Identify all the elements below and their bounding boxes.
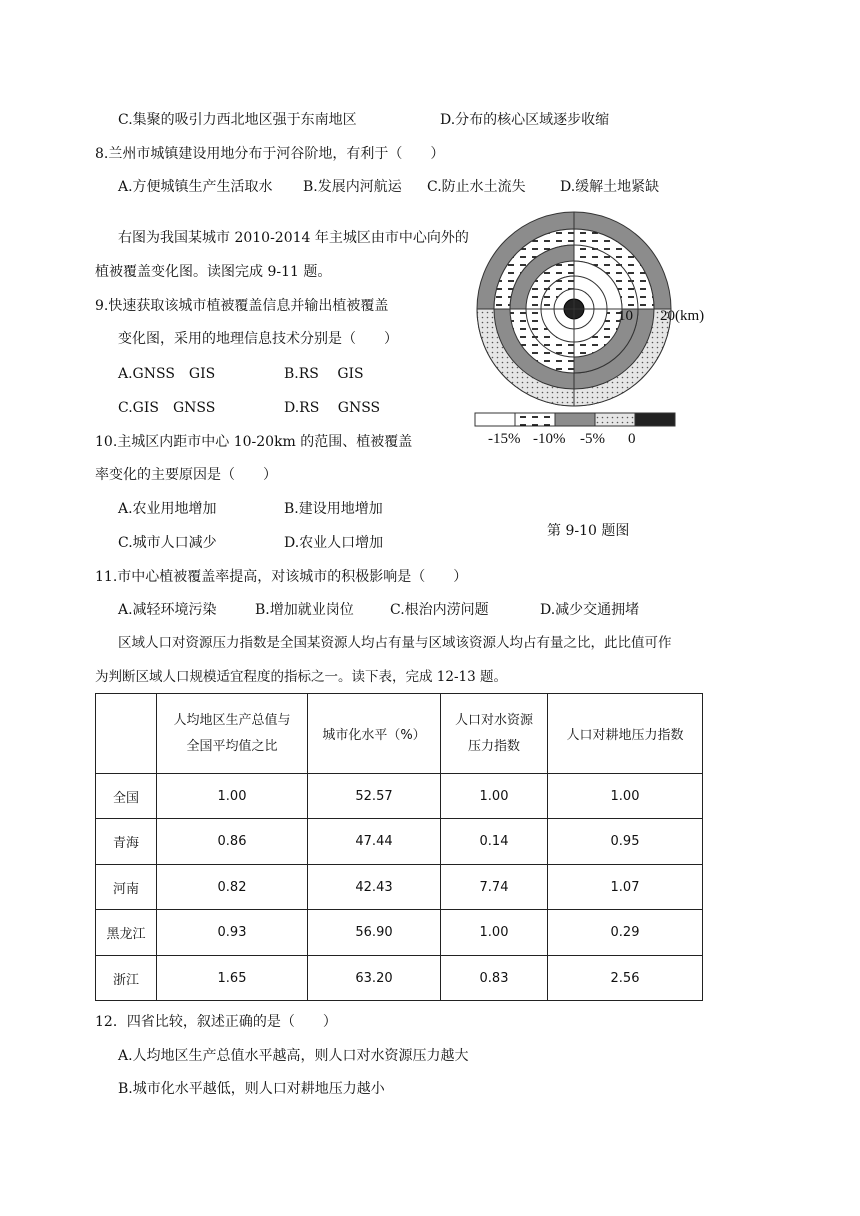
intro-9-11-line2: 植被覆盖变化图。读图完成 9-11 题。 <box>95 264 332 280</box>
table-header-urbanization: 城市化水平（%） <box>308 694 441 774</box>
row-water-index: 1.00 <box>441 774 548 819</box>
row-farmland-index: 2.56 <box>548 956 703 1001</box>
legend-swatch-minus10 <box>515 413 555 426</box>
q10-option-d: D.农业人口增加 <box>284 535 384 551</box>
q10-option-c: C.城市人口减少 <box>118 535 217 551</box>
row-region: 河南 <box>96 865 157 910</box>
row-water-index: 7.74 <box>441 865 548 910</box>
scale-label-20: 20(km) <box>660 308 705 324</box>
legend-label-2: -10% <box>533 431 566 447</box>
q7-option-c: C.集聚的吸引力西北地区强于东南地区 <box>118 112 357 128</box>
q8-option-d: D.缓解土地紧缺 <box>560 179 660 195</box>
q9-option-a: A.GNSS GIS <box>118 366 216 382</box>
q9-stem-line2: 变化图，采用的地理信息技术分别是（ ） <box>118 331 398 347</box>
row-water-index: 0.14 <box>441 819 548 865</box>
row-water-index: 0.83 <box>441 956 548 1001</box>
legend-swatch-dotted <box>595 413 635 426</box>
q11-option-d: D.减少交通拥堵 <box>540 602 640 618</box>
q10-stem-line1: 10.主城区内距市中心 10-20km 的范围、植被覆盖 <box>95 434 413 450</box>
legend-label-1: -15% <box>488 431 521 447</box>
table-row <box>96 865 703 910</box>
row-gdp-ratio: 1.65 <box>157 956 308 1001</box>
row-gdp-ratio: 1.00 <box>157 774 308 819</box>
row-farmland-index: 0.95 <box>548 819 703 865</box>
row-region: 浙江 <box>96 956 157 1001</box>
figure-caption: 第 9-10 题图 <box>547 523 630 539</box>
row-region: 青海 <box>96 819 157 865</box>
q11-option-b: B.增加就业岗位 <box>255 602 354 618</box>
legend-swatch-minus15 <box>475 413 515 426</box>
table-row <box>96 910 703 956</box>
legend-swatch-zero <box>635 413 675 426</box>
table-row <box>96 774 703 819</box>
q10-option-a: A.农业用地增加 <box>118 501 217 517</box>
q11-stem: 11.市中心植被覆盖率提高，对该城市的积极影响是（ ） <box>95 569 468 585</box>
q7-option-d: D.分布的核心区域逐步收缩 <box>440 112 610 128</box>
q12-option-b: B.城市化水平越低，则人口对耕地压力越小 <box>118 1081 385 1097</box>
table-header-corner <box>96 694 157 774</box>
row-urbanization: 42.43 <box>308 865 441 910</box>
intro-12-13-line1: 区域人口对资源压力指数是全国某资源人均占有量与区域该资源人均占有量之比，此比值可作 <box>118 635 672 651</box>
intro-12-13-line2: 为判断区域人口规模适宜程度的指标之一。读下表，完成 12-13 题。 <box>95 669 507 685</box>
q8-stem: 8.兰州市城镇建设用地分布于河谷阶地，有利于（ ） <box>95 146 445 162</box>
legend-label-3: -5% <box>580 431 605 447</box>
q9-option-b: B.RS GIS <box>284 366 364 382</box>
legend-swatch-minus5 <box>555 413 595 426</box>
row-gdp-ratio: 0.93 <box>157 910 308 956</box>
q8-option-b: B.发展内河航运 <box>303 179 402 195</box>
q11-option-c: C.根治内涝问题 <box>390 602 489 618</box>
row-urbanization: 47.44 <box>308 819 441 865</box>
q9-option-c: C.GIS GNSS <box>118 400 216 416</box>
resource-pressure-table <box>95 693 703 1001</box>
row-region: 黑龙江 <box>96 910 157 956</box>
scale-label-10: 10 <box>618 308 633 324</box>
q11-option-a: A.减轻环境污染 <box>118 602 217 618</box>
table-header-gdp: 人均地区生产总值与 全国平均值之比 <box>157 694 308 774</box>
row-farmland-index: 0.29 <box>548 910 703 956</box>
table-header-farmland: 人口对耕地压力指数 <box>548 694 703 774</box>
q10-stem-line2: 率变化的主要原因是（ ） <box>95 467 277 483</box>
row-urbanization: 63.20 <box>308 956 441 1001</box>
table-header-row <box>96 694 703 774</box>
row-urbanization: 56.90 <box>308 910 441 956</box>
legend-label-4: 0 <box>628 431 636 447</box>
table-row <box>96 956 703 1001</box>
intro-9-11-line1: 右图为我国某城市 2010-2014 年主城区由市中心向外的 <box>118 230 469 246</box>
row-urbanization: 52.57 <box>308 774 441 819</box>
row-gdp-ratio: 0.86 <box>157 819 308 865</box>
vegetation-change-figure <box>470 205 720 450</box>
q12-stem: 12．四省比较，叙述正确的是（ ） <box>95 1014 337 1030</box>
row-water-index: 1.00 <box>441 910 548 956</box>
table-header-water: 人口对水资源 压力指数 <box>441 694 548 774</box>
row-region: 全国 <box>96 774 157 819</box>
table-row <box>96 819 703 865</box>
row-farmland-index: 1.07 <box>548 865 703 910</box>
row-gdp-ratio: 0.82 <box>157 865 308 910</box>
q9-stem-line1: 9.快速获取该城市植被覆盖信息并输出植被覆盖 <box>95 298 389 314</box>
q12-option-a: A.人均地区生产总值水平越高，则人口对水资源压力越大 <box>118 1048 469 1064</box>
q8-option-a: A.方便城镇生产生活取水 <box>118 179 273 195</box>
q9-option-d: D.RS GNSS <box>284 400 381 416</box>
row-farmland-index: 1.00 <box>548 774 703 819</box>
q10-option-b: B.建设用地增加 <box>284 501 383 517</box>
q8-option-c: C.防止水土流失 <box>427 179 526 195</box>
